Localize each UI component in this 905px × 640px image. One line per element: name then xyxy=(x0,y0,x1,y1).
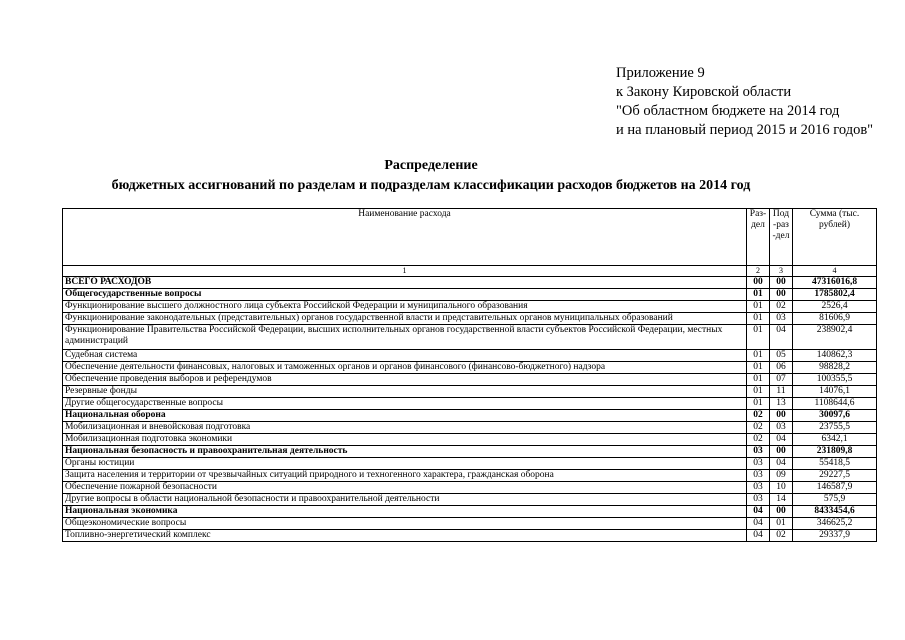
table-row xyxy=(63,301,877,313)
row-subsection: 04 xyxy=(770,458,793,470)
row-subsection: 00 xyxy=(770,506,793,518)
row-subsection: 09 xyxy=(770,470,793,482)
row-sum: 8433454,6 xyxy=(793,506,877,518)
row-subsection: 00 xyxy=(770,277,793,289)
row-section: 01 xyxy=(747,362,770,374)
row-section: 03 xyxy=(747,470,770,482)
row-subsection: 02 xyxy=(770,530,793,542)
row-name: Обеспечение пожарной безопасности xyxy=(63,482,747,494)
row-subsection: 11 xyxy=(770,386,793,398)
row-name: Органы юстиции xyxy=(63,458,747,470)
table-row xyxy=(63,277,877,289)
table-row xyxy=(63,518,877,530)
title-line-1: Распределение xyxy=(384,158,478,173)
row-sum: 98828,2 xyxy=(793,362,877,374)
row-name: Мобилизационная и вневойсковая подготовка xyxy=(63,422,747,434)
row-name: Другие общегосударственные вопросы xyxy=(63,398,747,410)
title-line-2: бюджетных ассигнований по разделам и подразделам классификации расходов бюджетов на 2014 год xyxy=(111,178,751,193)
table-row xyxy=(63,398,877,410)
table-row xyxy=(63,325,877,350)
row-sum: 81606,9 xyxy=(793,313,877,325)
row-subsection: 05 xyxy=(770,350,793,362)
column-number-row xyxy=(63,266,877,277)
row-section: 01 xyxy=(747,289,770,301)
row-sum: 2526,4 xyxy=(793,301,877,313)
row-section: 01 xyxy=(747,325,770,350)
row-section: 04 xyxy=(747,530,770,542)
appendix-line-4: и на плановый период 2015 и 2016 годов" xyxy=(616,122,874,138)
row-section: 02 xyxy=(747,422,770,434)
row-section: 03 xyxy=(747,446,770,458)
row-sum: 1785802,4 xyxy=(793,289,877,301)
row-section: 01 xyxy=(747,386,770,398)
row-subsection: 10 xyxy=(770,482,793,494)
row-sum: 146587,9 xyxy=(793,482,877,494)
row-section: 02 xyxy=(747,434,770,446)
row-section: 01 xyxy=(747,313,770,325)
column-number: 3 xyxy=(770,266,793,277)
document-title xyxy=(0,156,862,196)
row-name: Функционирование законодательных (представительных) органов государственной власти и представительных органов муниципальных образований xyxy=(63,313,747,325)
row-name: Обеспечение проведения выборов и референдумов xyxy=(63,374,747,386)
appendix-line-3: "Об областном бюджете на 2014 год xyxy=(616,103,840,119)
row-sum: 29337,9 xyxy=(793,530,877,542)
row-sum: 23755,5 xyxy=(793,422,877,434)
row-name: Общеэкономические вопросы xyxy=(63,518,747,530)
column-number: 4 xyxy=(793,266,877,277)
row-subsection: 00 xyxy=(770,410,793,422)
row-name: Резервные фонды xyxy=(63,386,747,398)
table-row xyxy=(63,506,877,518)
row-subsection: 14 xyxy=(770,494,793,506)
row-subsection: 04 xyxy=(770,325,793,350)
row-name: Мобилизационная подготовка экономики xyxy=(63,434,747,446)
table-row xyxy=(63,350,877,362)
row-section: 01 xyxy=(747,398,770,410)
table-row xyxy=(63,386,877,398)
row-name: Функционирование высшего должностного лица субъекта Российской Федерации и муниципального образования xyxy=(63,301,747,313)
table-row xyxy=(63,494,877,506)
column-number: 2 xyxy=(747,266,770,277)
row-name: Другие вопросы в области национальной безопасности и правоохранительной деятельности xyxy=(63,494,747,506)
row-name: Защита населения и территории от чрезвычайных ситуаций природного и техногенного характера, гражданская оборона xyxy=(63,470,747,482)
row-sum: 1108644,6 xyxy=(793,398,877,410)
row-name: Национальная оборона xyxy=(63,410,747,422)
row-subsection: 02 xyxy=(770,301,793,313)
row-section: 03 xyxy=(747,494,770,506)
table-row xyxy=(63,362,877,374)
row-subsection: 01 xyxy=(770,518,793,530)
row-subsection: 04 xyxy=(770,434,793,446)
row-subsection: 00 xyxy=(770,289,793,301)
row-section: 01 xyxy=(747,374,770,386)
row-section: 01 xyxy=(747,350,770,362)
row-sum: 14076,1 xyxy=(793,386,877,398)
table-row xyxy=(63,470,877,482)
row-sum: 238902,4 xyxy=(793,325,877,350)
row-section: 03 xyxy=(747,458,770,470)
row-sum: 140862,3 xyxy=(793,350,877,362)
row-subsection: 00 xyxy=(770,446,793,458)
table-row xyxy=(63,482,877,494)
header-subsection: Под-раз-дел xyxy=(770,209,793,266)
row-sum: 30097,6 xyxy=(793,410,877,422)
table-row xyxy=(63,434,877,446)
row-subsection: 03 xyxy=(770,422,793,434)
row-subsection: 07 xyxy=(770,374,793,386)
table-row xyxy=(63,446,877,458)
row-section: 04 xyxy=(747,506,770,518)
row-name: ВСЕГО РАСХОДОВ xyxy=(63,277,747,289)
row-name: Судебная система xyxy=(63,350,747,362)
header-sum: Сумма (тыс. рублей) xyxy=(793,209,877,266)
row-subsection: 03 xyxy=(770,313,793,325)
row-section: 01 xyxy=(747,301,770,313)
row-name: Функционирование Правительства Российской Федерации, высших исполнительных органов государственной власти субъектов Российской Федерации, местных администраций xyxy=(63,325,747,350)
row-section: 04 xyxy=(747,518,770,530)
row-section: 02 xyxy=(747,410,770,422)
budget-table xyxy=(62,208,877,542)
row-section: 00 xyxy=(747,277,770,289)
row-sum: 6342,1 xyxy=(793,434,877,446)
table-row xyxy=(63,374,877,386)
row-name: Национальная экономика xyxy=(63,506,747,518)
row-sum: 231809,8 xyxy=(793,446,877,458)
table-row xyxy=(63,410,877,422)
row-sum: 100355,5 xyxy=(793,374,877,386)
row-name: Общегосударственные вопросы xyxy=(63,289,747,301)
row-sum: 29227,5 xyxy=(793,470,877,482)
row-subsection: 06 xyxy=(770,362,793,374)
table-row xyxy=(63,530,877,542)
header-name: Наименование расхода xyxy=(63,209,747,266)
row-subsection: 13 xyxy=(770,398,793,410)
row-sum: 575,9 xyxy=(793,494,877,506)
table-header-row xyxy=(63,209,877,266)
row-sum: 55418,5 xyxy=(793,458,877,470)
table-row xyxy=(63,313,877,325)
table-row xyxy=(63,289,877,301)
row-section: 03 xyxy=(747,482,770,494)
column-number: 1 xyxy=(63,266,747,277)
appendix-line-2: к Закону Кировской области xyxy=(616,84,792,100)
appendix-line-1: Приложение 9 xyxy=(616,65,705,81)
row-name: Национальная безопасность и правоохранительная деятельность xyxy=(63,446,747,458)
table-row xyxy=(63,458,877,470)
row-sum: 47316016,8 xyxy=(793,277,877,289)
row-name: Обеспечение деятельности финансовых, налоговых и таможенных органов и органов финансового (финансово-бюджетного) надзора xyxy=(63,362,747,374)
row-sum: 346625,2 xyxy=(793,518,877,530)
appendix-note xyxy=(616,64,873,140)
header-section: Раз-дел xyxy=(747,209,770,266)
table-row xyxy=(63,422,877,434)
row-name: Топливно-энергетический комплекс xyxy=(63,530,747,542)
